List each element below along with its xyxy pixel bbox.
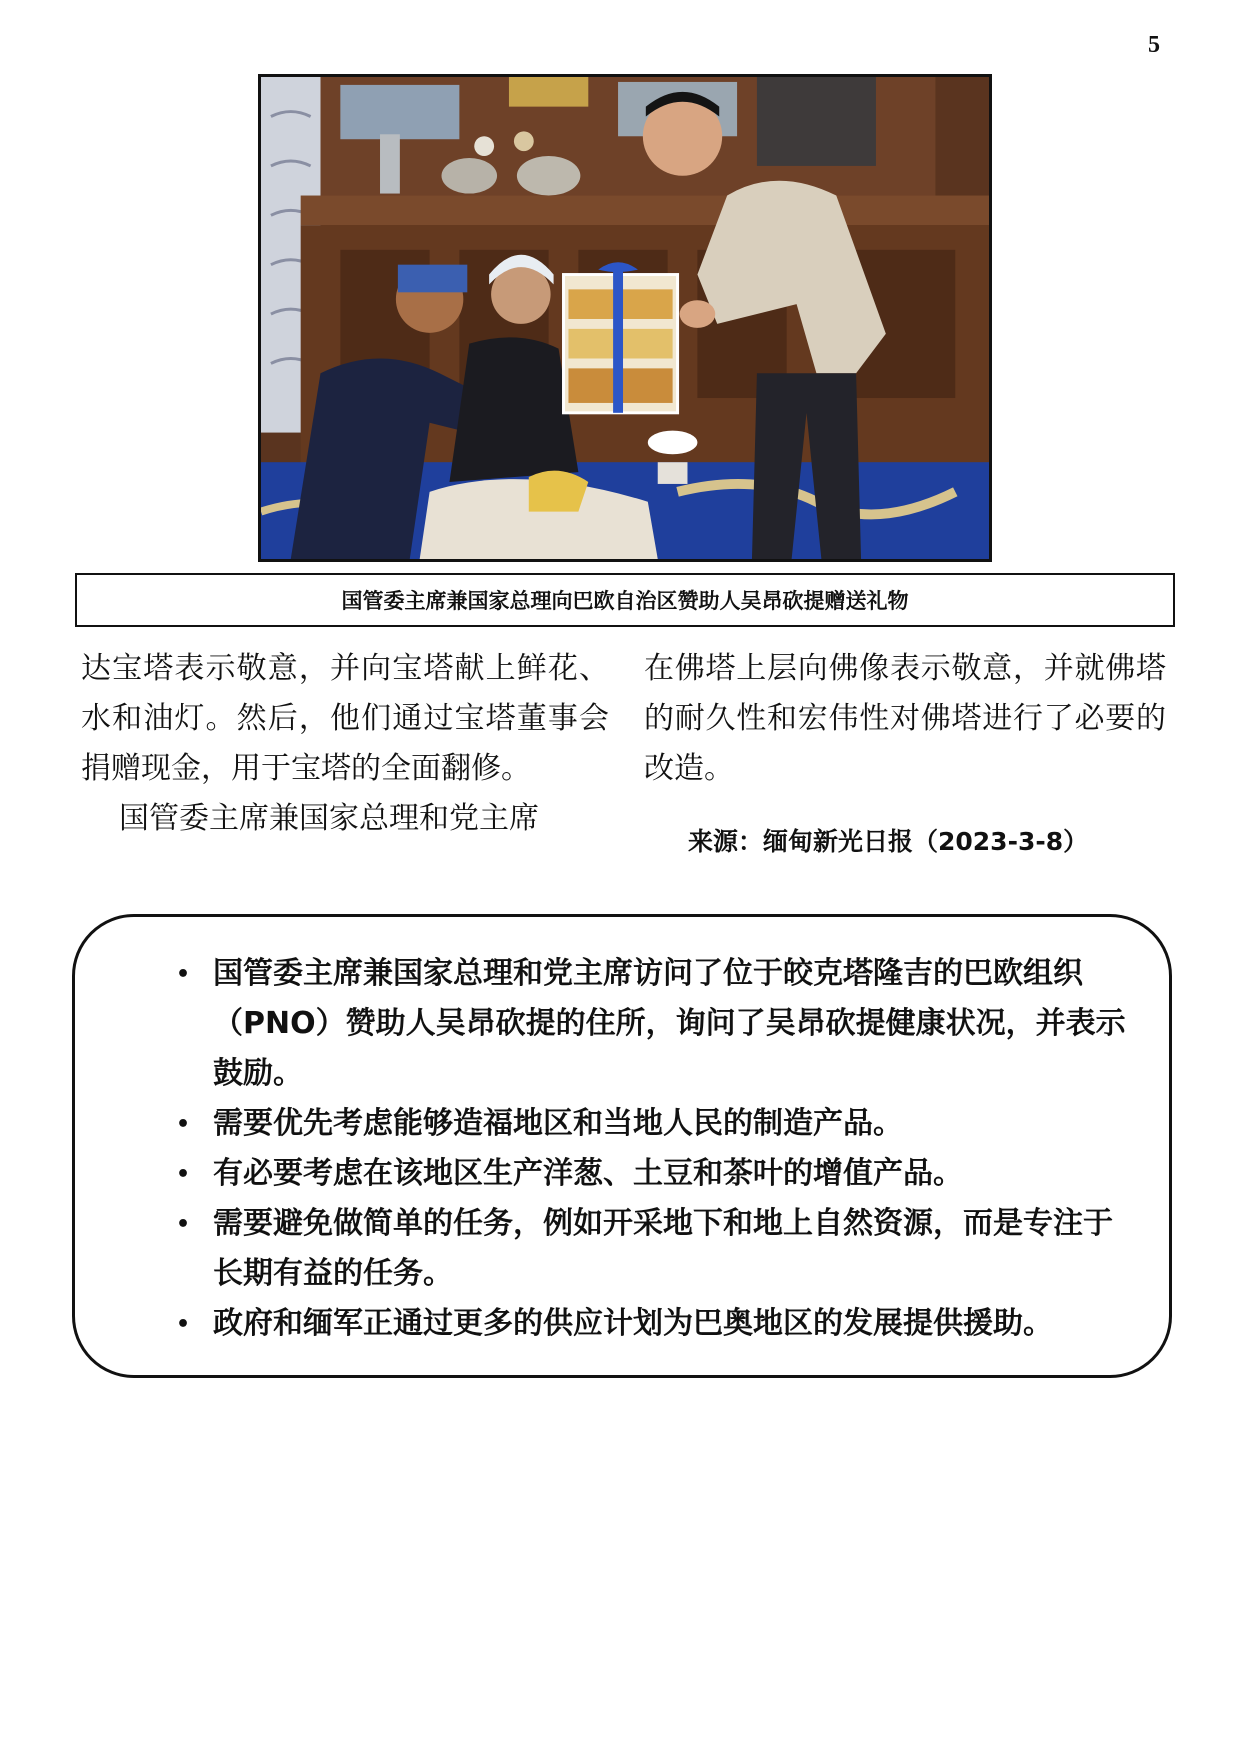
list-item [99, 1149, 1139, 1199]
article-paragraph: 达宝塔表示敬意，并向宝塔献上鲜花、水和油灯。然后，他们通过宝塔董事会捐赠现金，用于宝塔的全面翻修。 [81, 651, 609, 786]
article-paragraph: 在佛塔上层向佛像表示敬意，并就佛塔的耐久性和宏伟性对佛塔进行了必要的改造。 [644, 651, 1166, 786]
photo-illustration [261, 77, 989, 559]
article-left-column [81, 644, 609, 844]
bullet-icon: • [175, 1112, 191, 1137]
summary-list [99, 949, 1139, 1349]
source-line: 来源：缅甸新光日报（2023-3-8） [688, 827, 1089, 856]
list-item [99, 1199, 1139, 1299]
list-item-text: 需要避免做简单的任务，例如开采地下和地上自然资源，而是专注于长期有益的任务。 [213, 1206, 1113, 1291]
article-paragraph: 国管委主席兼国家总理和党主席 [119, 801, 539, 836]
list-item [99, 1299, 1139, 1349]
summary-box [72, 914, 1172, 1378]
page-number: 5 [1148, 32, 1160, 58]
list-item [99, 949, 1139, 1099]
bullet-icon: • [175, 1162, 191, 1187]
list-item-text: 国管委主席兼国家总理和党主席访问了位于皎克塔隆吉的巴欧组织（PNO）赞助人吴昂砍提的住所，询问了吴昂砍提健康状况，并表示鼓励。 [213, 956, 1126, 1091]
photo-caption: 国管委主席兼国家总理向巴欧自治区赞助人吴昂砍提赠送礼物 [75, 573, 1175, 627]
bullet-icon: • [175, 962, 191, 987]
list-item-text: 政府和缅军正通过更多的供应计划为巴奥地区的发展提供援助。 [213, 1306, 1053, 1341]
list-item-text: 需要优先考虑能够造福地区和当地人民的制造产品。 [213, 1106, 903, 1141]
bullet-icon: • [175, 1312, 191, 1337]
list-item [99, 1099, 1139, 1149]
list-item-text: 有必要考虑在该地区生产洋葱、土豆和茶叶的增值产品。 [213, 1156, 963, 1191]
article-right-column [644, 644, 1166, 794]
news-photo [258, 74, 992, 562]
bullet-icon: • [175, 1212, 191, 1237]
